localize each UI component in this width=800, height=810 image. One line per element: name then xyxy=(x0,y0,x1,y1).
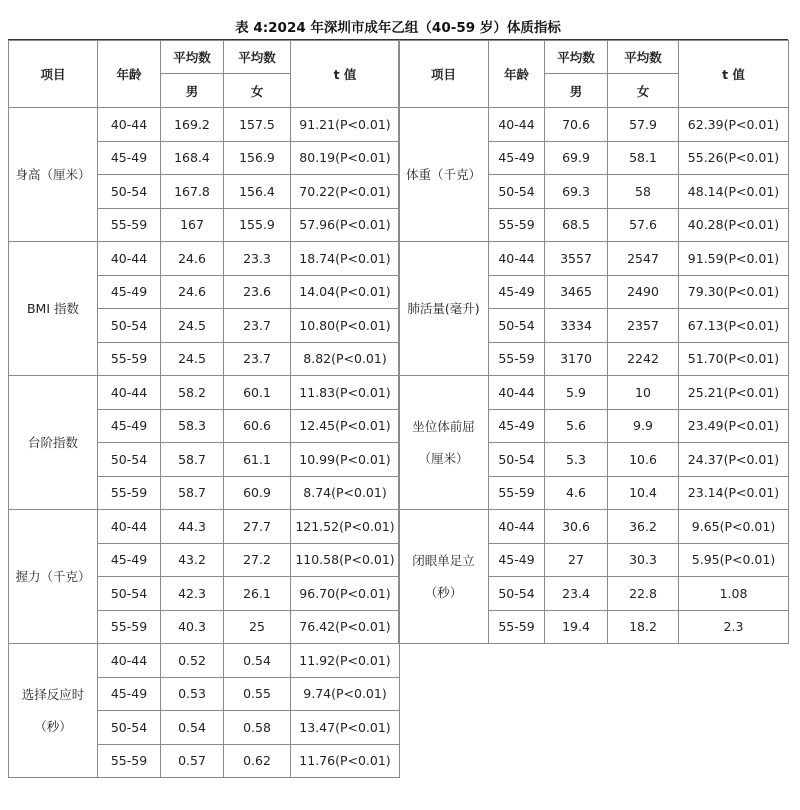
column-separator xyxy=(398,107,399,644)
female-mean-cell: 156.9 xyxy=(224,141,291,175)
male-mean-cell: 58.2 xyxy=(161,376,224,410)
male-mean-cell: 43.2 xyxy=(161,543,224,577)
left-table xyxy=(8,40,400,778)
male-mean-cell: 168.4 xyxy=(161,141,224,175)
age-cell: 40-44 xyxy=(489,242,545,276)
female-mean-cell: 36.2 xyxy=(608,510,679,544)
male-mean-cell: 5.9 xyxy=(545,376,608,410)
header-age: 年龄 xyxy=(98,41,161,108)
age-cell: 45-49 xyxy=(98,409,161,443)
age-cell: 55-59 xyxy=(489,208,545,242)
male-mean-cell: 69.3 xyxy=(545,175,608,209)
item-label: 握力（千克） xyxy=(15,568,91,584)
male-mean-cell: 5.3 xyxy=(545,443,608,477)
female-mean-cell: 10 xyxy=(608,376,679,410)
female-mean-cell: 27.2 xyxy=(224,543,291,577)
age-cell: 55-59 xyxy=(489,476,545,510)
male-mean-cell: 44.3 xyxy=(161,510,224,544)
male-mean-cell: 167 xyxy=(161,208,224,242)
male-mean-cell: 3465 xyxy=(545,275,608,309)
age-cell: 45-49 xyxy=(489,543,545,577)
female-mean-cell: 10.4 xyxy=(608,476,679,510)
female-mean-cell: 2490 xyxy=(608,275,679,309)
age-cell: 45-49 xyxy=(98,543,161,577)
t-value-cell: 5.95(P<0.01) xyxy=(679,543,789,577)
age-cell: 55-59 xyxy=(98,208,161,242)
female-mean-cell: 23.3 xyxy=(224,242,291,276)
item-label: 肺活量(毫升) xyxy=(407,300,480,316)
age-cell: 50-54 xyxy=(98,175,161,209)
female-mean-cell: 27.7 xyxy=(224,510,291,544)
t-value-cell: 67.13(P<0.01) xyxy=(679,309,789,343)
male-mean-cell: 24.6 xyxy=(161,275,224,309)
item-label: 体重（千克） xyxy=(405,166,481,182)
female-mean-cell: 2242 xyxy=(608,342,679,376)
male-mean-cell: 24.5 xyxy=(161,342,224,376)
age-cell: 40-44 xyxy=(98,242,161,276)
male-mean-cell: 58.7 xyxy=(161,443,224,477)
item-label: 身高（厘米） xyxy=(15,166,91,182)
right-table xyxy=(398,40,789,644)
male-mean-cell: 58.7 xyxy=(161,476,224,510)
female-mean-cell: 22.8 xyxy=(608,577,679,611)
table-row xyxy=(9,108,400,142)
header-item: 项目 xyxy=(9,41,98,108)
male-mean-cell: 0.53 xyxy=(161,677,224,711)
male-mean-cell: 0.57 xyxy=(161,744,224,778)
t-value-cell: 76.42(P<0.01) xyxy=(291,610,400,644)
item-label: （秒） xyxy=(424,584,463,600)
male-mean-cell: 40.3 xyxy=(161,610,224,644)
t-value-cell: 12.45(P<0.01) xyxy=(291,409,400,443)
item-cell xyxy=(399,510,489,644)
t-value-cell: 11.83(P<0.01) xyxy=(291,376,400,410)
t-value-cell: 1.08 xyxy=(679,577,789,611)
item-cell xyxy=(9,108,98,242)
table-row xyxy=(399,242,789,276)
t-value-cell: 8.74(P<0.01) xyxy=(291,476,400,510)
t-value-cell: 48.14(P<0.01) xyxy=(679,175,789,209)
t-value-cell: 23.49(P<0.01) xyxy=(679,409,789,443)
female-mean-cell: 23.6 xyxy=(224,275,291,309)
male-mean-cell: 70.6 xyxy=(545,108,608,142)
header-mean-female: 平均数 xyxy=(608,41,679,74)
t-value-cell: 14.04(P<0.01) xyxy=(291,275,400,309)
female-mean-cell: 18.2 xyxy=(608,610,679,644)
female-mean-cell: 57.6 xyxy=(608,208,679,242)
t-value-cell: 11.92(P<0.01) xyxy=(291,644,400,678)
t-value-cell: 121.52(P<0.01) xyxy=(291,510,400,544)
table-row xyxy=(399,108,789,142)
female-mean-cell: 60.1 xyxy=(224,376,291,410)
male-mean-cell: 24.5 xyxy=(161,309,224,343)
header-female: 女 xyxy=(224,74,291,108)
age-cell: 40-44 xyxy=(98,644,161,678)
age-cell: 55-59 xyxy=(98,610,161,644)
table-row xyxy=(9,644,400,678)
item-cell xyxy=(9,242,98,376)
header-age: 年龄 xyxy=(489,41,545,108)
t-value-cell: 91.21(P<0.01) xyxy=(291,108,400,142)
t-value-cell: 57.96(P<0.01) xyxy=(291,208,400,242)
table-row xyxy=(9,376,400,410)
item-cell xyxy=(399,242,489,376)
item-label: BMI 指数 xyxy=(26,300,80,316)
header-female: 女 xyxy=(608,74,679,108)
header-mean-male: 平均数 xyxy=(161,41,224,74)
male-mean-cell: 68.5 xyxy=(545,208,608,242)
age-cell: 50-54 xyxy=(489,577,545,611)
t-value-cell: 70.22(P<0.01) xyxy=(291,175,400,209)
item-label: （厘米） xyxy=(418,450,469,466)
female-mean-cell: 157.5 xyxy=(224,108,291,142)
male-mean-cell: 23.4 xyxy=(545,577,608,611)
female-mean-cell: 58.1 xyxy=(608,141,679,175)
male-mean-cell: 4.6 xyxy=(545,476,608,510)
male-mean-cell: 42.3 xyxy=(161,577,224,611)
table-row xyxy=(9,242,400,276)
item-label: 闭眼单足立 xyxy=(412,552,475,568)
age-cell: 55-59 xyxy=(98,342,161,376)
female-mean-cell: 0.62 xyxy=(224,744,291,778)
age-cell: 50-54 xyxy=(98,711,161,745)
age-cell: 45-49 xyxy=(98,141,161,175)
header-t: t 值 xyxy=(291,41,400,108)
t-value-cell: 25.21(P<0.01) xyxy=(679,376,789,410)
female-mean-cell: 25 xyxy=(224,610,291,644)
male-mean-cell: 27 xyxy=(545,543,608,577)
t-value-cell: 9.74(P<0.01) xyxy=(291,677,400,711)
female-mean-cell: 155.9 xyxy=(224,208,291,242)
male-mean-cell: 58.3 xyxy=(161,409,224,443)
t-value-cell: 91.59(P<0.01) xyxy=(679,242,789,276)
header-male: 男 xyxy=(161,74,224,108)
header-mean-female: 平均数 xyxy=(224,41,291,74)
male-mean-cell: 3170 xyxy=(545,342,608,376)
male-mean-cell: 3557 xyxy=(545,242,608,276)
age-cell: 40-44 xyxy=(98,510,161,544)
item-label: 坐位体前屈 xyxy=(412,418,475,434)
age-cell: 55-59 xyxy=(98,476,161,510)
female-mean-cell: 0.54 xyxy=(224,644,291,678)
age-cell: 50-54 xyxy=(489,443,545,477)
t-value-cell: 18.74(P<0.01) xyxy=(291,242,400,276)
t-value-cell: 24.37(P<0.01) xyxy=(679,443,789,477)
t-value-cell: 23.14(P<0.01) xyxy=(679,476,789,510)
table-row xyxy=(399,376,789,410)
item-label: （秒） xyxy=(34,718,72,734)
t-value-cell: 80.19(P<0.01) xyxy=(291,141,400,175)
age-cell: 45-49 xyxy=(489,141,545,175)
item-cell xyxy=(399,376,489,510)
header-mean-male: 平均数 xyxy=(545,41,608,74)
female-mean-cell: 26.1 xyxy=(224,577,291,611)
male-mean-cell: 167.8 xyxy=(161,175,224,209)
age-cell: 50-54 xyxy=(489,309,545,343)
male-mean-cell: 0.52 xyxy=(161,644,224,678)
t-value-cell: 11.76(P<0.01) xyxy=(291,744,400,778)
age-cell: 45-49 xyxy=(98,275,161,309)
male-mean-cell: 24.6 xyxy=(161,242,224,276)
age-cell: 40-44 xyxy=(489,510,545,544)
male-mean-cell: 169.2 xyxy=(161,108,224,142)
female-mean-cell: 0.58 xyxy=(224,711,291,745)
age-cell: 40-44 xyxy=(98,376,161,410)
female-mean-cell: 60.6 xyxy=(224,409,291,443)
t-value-cell: 110.58(P<0.01) xyxy=(291,543,400,577)
male-mean-cell: 69.9 xyxy=(545,141,608,175)
age-cell: 40-44 xyxy=(489,376,545,410)
age-cell: 50-54 xyxy=(98,309,161,343)
female-mean-cell: 23.7 xyxy=(224,309,291,343)
table-row xyxy=(9,510,400,544)
header-item: 项目 xyxy=(399,41,489,108)
female-mean-cell: 61.1 xyxy=(224,443,291,477)
age-cell: 50-54 xyxy=(98,577,161,611)
female-mean-cell: 2547 xyxy=(608,242,679,276)
t-value-cell: 13.47(P<0.01) xyxy=(291,711,400,745)
age-cell: 40-44 xyxy=(98,108,161,142)
age-cell: 50-54 xyxy=(98,443,161,477)
table-row xyxy=(399,510,789,544)
item-cell xyxy=(399,108,489,242)
male-mean-cell: 0.54 xyxy=(161,711,224,745)
age-cell: 55-59 xyxy=(489,610,545,644)
t-value-cell: 40.28(P<0.01) xyxy=(679,208,789,242)
item-cell xyxy=(9,644,98,778)
age-cell: 55-59 xyxy=(489,342,545,376)
female-mean-cell: 60.9 xyxy=(224,476,291,510)
t-value-cell: 2.3 xyxy=(679,610,789,644)
t-value-cell: 9.65(P<0.01) xyxy=(679,510,789,544)
male-mean-cell: 30.6 xyxy=(545,510,608,544)
item-cell xyxy=(9,376,98,510)
age-cell: 40-44 xyxy=(489,108,545,142)
item-cell xyxy=(9,510,98,644)
female-mean-cell: 10.6 xyxy=(608,443,679,477)
age-cell: 50-54 xyxy=(489,175,545,209)
age-cell: 45-49 xyxy=(489,275,545,309)
female-mean-cell: 2357 xyxy=(608,309,679,343)
male-mean-cell: 3334 xyxy=(545,309,608,343)
t-value-cell: 8.82(P<0.01) xyxy=(291,342,400,376)
item-label: 选择反应时 xyxy=(21,686,85,702)
female-mean-cell: 156.4 xyxy=(224,175,291,209)
t-value-cell: 51.70(P<0.01) xyxy=(679,342,789,376)
male-mean-cell: 5.6 xyxy=(545,409,608,443)
item-label: 台阶指数 xyxy=(27,434,78,450)
t-value-cell: 10.99(P<0.01) xyxy=(291,443,400,477)
female-mean-cell: 23.7 xyxy=(224,342,291,376)
t-value-cell: 96.70(P<0.01) xyxy=(291,577,400,611)
age-cell: 55-59 xyxy=(98,744,161,778)
t-value-cell: 10.80(P<0.01) xyxy=(291,309,400,343)
t-value-cell: 55.26(P<0.01) xyxy=(679,141,789,175)
female-mean-cell: 9.9 xyxy=(608,409,679,443)
female-mean-cell: 0.55 xyxy=(224,677,291,711)
female-mean-cell: 58 xyxy=(608,175,679,209)
female-mean-cell: 57.9 xyxy=(608,108,679,142)
t-value-cell: 79.30(P<0.01) xyxy=(679,275,789,309)
age-cell: 45-49 xyxy=(489,409,545,443)
female-mean-cell: 30.3 xyxy=(608,543,679,577)
male-mean-cell: 19.4 xyxy=(545,610,608,644)
header-t: t 值 xyxy=(679,41,789,108)
age-cell: 45-49 xyxy=(98,677,161,711)
t-value-cell: 62.39(P<0.01) xyxy=(679,108,789,142)
header-male: 男 xyxy=(545,74,608,108)
table-title: 表 4:2024 年深圳市成年乙组（40-59 岁）体质指标 xyxy=(235,20,561,36)
